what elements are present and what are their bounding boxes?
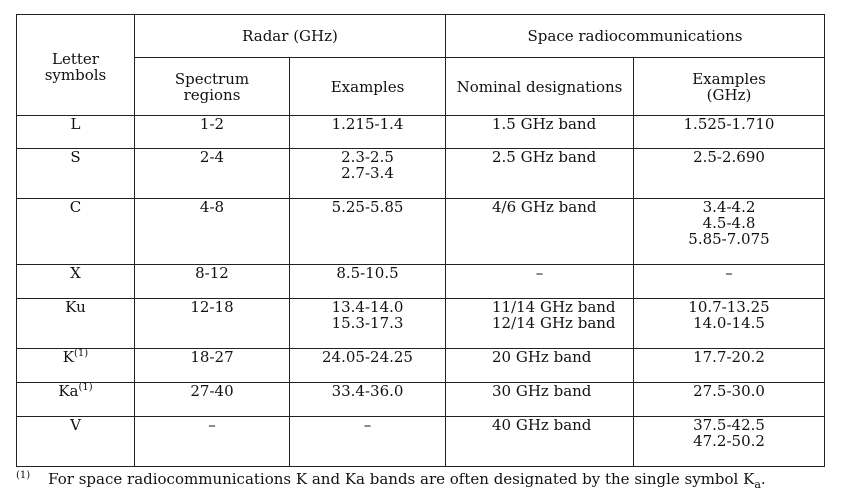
cell-space-examples xyxy=(634,383,825,417)
cell-line: 11/14 GHz band xyxy=(492,298,616,316)
header-radar-group: Radar (GHz) xyxy=(135,15,446,58)
cell-space-examples xyxy=(634,349,825,383)
footnote-subscript: a xyxy=(754,478,761,491)
symbol-text: L xyxy=(70,115,81,133)
header-nominal-designations: Nominal designations xyxy=(446,58,634,116)
cell-space-examples xyxy=(634,199,825,265)
cell-line: 20 GHz band xyxy=(492,348,592,366)
symbol-text: V xyxy=(70,416,81,434)
cell-letter-symbol xyxy=(17,116,135,149)
cell-space-examples xyxy=(634,149,825,199)
table-row xyxy=(17,116,825,149)
cell-line: 5.85-7.075 xyxy=(688,230,770,248)
cell-line: 27.5-30.0 xyxy=(693,382,765,400)
cell-nominal-designation xyxy=(446,265,634,299)
cell-line: 1.5 GHz band xyxy=(492,115,597,133)
cell-line: 37.5-42.5 xyxy=(693,416,765,434)
cell-line: 10.7-13.25 xyxy=(688,298,770,316)
cell-line: – xyxy=(363,416,372,434)
header-radar-examples: Examples xyxy=(290,58,446,116)
cell-radar-examples xyxy=(290,149,446,199)
footnote-text: For space radiocommunications K and Ka bands are often designated by the single symbol K xyxy=(48,470,755,488)
cell-spectrum-region: 2-4 xyxy=(135,149,290,199)
footnote-mark: (1) xyxy=(16,470,31,481)
symbol-text: C xyxy=(69,198,82,216)
cell-line: 47.2-50.2 xyxy=(693,432,765,450)
cell-nominal-designation xyxy=(446,299,634,349)
symbol-text: Ku xyxy=(65,298,86,316)
cell-line: 1.215-1.4 xyxy=(331,115,404,133)
header-spectrum-regions: Spectrum regions xyxy=(135,58,290,116)
footnote xyxy=(16,470,826,491)
cell-line: 3.4-4.2 xyxy=(702,198,756,216)
cell-nominal-designation xyxy=(446,199,634,265)
cell-line: 30 GHz band xyxy=(492,382,592,400)
footnote-ref: (1) xyxy=(78,382,93,393)
table-row xyxy=(17,383,825,417)
cell-line: 33.4-36.0 xyxy=(331,382,404,400)
cell-letter-symbol xyxy=(17,199,135,265)
cell-spectrum-region: 18-27 xyxy=(135,349,290,383)
cell-line: 13.4-14.0 xyxy=(331,298,404,316)
cell-letter-symbol xyxy=(17,299,135,349)
cell-letter-symbol xyxy=(17,383,135,417)
symbol-text: X xyxy=(70,264,81,282)
table-row xyxy=(17,199,825,265)
table-body xyxy=(17,116,825,467)
symbol-text: K xyxy=(62,348,75,366)
cell-nominal-designation xyxy=(446,417,634,467)
cell-nominal-designation xyxy=(446,383,634,417)
cell-line: 2.5 GHz band xyxy=(492,148,597,166)
cell-letter-symbol xyxy=(17,349,135,383)
cell-space-examples xyxy=(634,116,825,149)
cell-line: 4.5-4.8 xyxy=(702,214,756,232)
cell-letter-symbol xyxy=(17,265,135,299)
cell-radar-examples xyxy=(290,199,446,265)
cell-line: 12/14 GHz band xyxy=(492,314,616,332)
cell-line: 40 GHz band xyxy=(492,416,592,434)
cell-nominal-designation xyxy=(446,149,634,199)
footnote-end: . xyxy=(760,470,766,488)
cell-radar-examples xyxy=(290,299,446,349)
header-letter-symbols: Letter symbols xyxy=(17,15,135,116)
cell-spectrum-region: 12-18 xyxy=(135,299,290,349)
cell-radar-examples xyxy=(290,116,446,149)
symbol-text: Ka xyxy=(58,382,79,400)
symbol-text: S xyxy=(70,148,81,166)
cell-spectrum-region: – xyxy=(135,417,290,467)
cell-spectrum-region: 4-8 xyxy=(135,199,290,265)
cell-line: 2.7-3.4 xyxy=(341,164,394,182)
cell-nominal-designation xyxy=(446,116,634,149)
cell-radar-examples xyxy=(290,349,446,383)
cell-spectrum-region: 1-2 xyxy=(135,116,290,149)
cell-spectrum-region: 27-40 xyxy=(135,383,290,417)
footnote-ref: (1) xyxy=(74,348,89,359)
cell-line: 15.3-17.3 xyxy=(331,314,404,332)
cell-space-examples xyxy=(634,265,825,299)
cell-line: 5.25-5.85 xyxy=(331,198,404,216)
cell-line: 24.05-24.25 xyxy=(322,348,413,366)
cell-space-examples xyxy=(634,299,825,349)
cell-line: 17.7-20.2 xyxy=(693,348,765,366)
cell-line: 2.5-2.690 xyxy=(693,148,765,166)
cell-line: 8.5-10.5 xyxy=(336,264,399,282)
cell-line: 2.3-2.5 xyxy=(341,148,394,166)
frequency-band-table xyxy=(16,14,825,467)
table-row xyxy=(17,265,825,299)
table-row xyxy=(17,299,825,349)
table-row xyxy=(17,349,825,383)
cell-line: – xyxy=(535,264,544,282)
cell-line: 14.0-14.5 xyxy=(693,314,765,332)
cell-line: 4/6 GHz band xyxy=(492,198,597,216)
table-row xyxy=(17,149,825,199)
cell-space-examples xyxy=(634,417,825,467)
cell-nominal-designation xyxy=(446,349,634,383)
cell-line: – xyxy=(725,264,733,282)
cell-radar-examples xyxy=(290,383,446,417)
cell-spectrum-region: 8-12 xyxy=(135,265,290,299)
cell-radar-examples xyxy=(290,265,446,299)
header-space-group: Space radiocommunications xyxy=(446,15,825,58)
cell-letter-symbol xyxy=(17,417,135,467)
table-row xyxy=(17,417,825,467)
cell-radar-examples xyxy=(290,417,446,467)
cell-line: 1.525-1.710 xyxy=(683,115,775,133)
header-space-examples: Examples (GHz) xyxy=(634,58,825,116)
cell-letter-symbol xyxy=(17,149,135,199)
